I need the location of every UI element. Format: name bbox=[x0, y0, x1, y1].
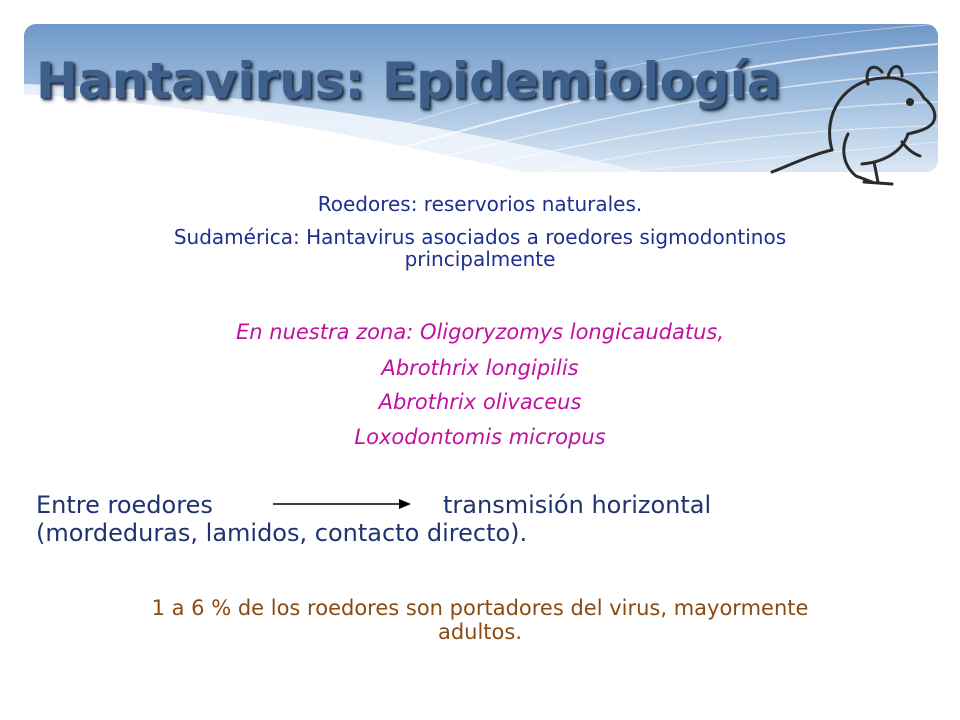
species-line-2: Abrothrix longipilis bbox=[381, 356, 579, 380]
carrier-stat-line: 1 a 6 % de los roedores son portadores del virus, mayormente bbox=[151, 596, 809, 620]
mouse-icon bbox=[752, 54, 942, 194]
species-line-1: En nuestra zona: Oligoryzomys longicaudatus, bbox=[236, 320, 724, 344]
south-america-line-cont: principalmente bbox=[404, 247, 556, 271]
slide-title: Hantavirus: Epidemiología bbox=[36, 52, 781, 110]
carrier-stat-line-cont: adultos. bbox=[437, 620, 523, 644]
species-line-3: Abrothrix olivaceus bbox=[378, 390, 582, 414]
transmission-detail: (mordeduras, lamidos, contacto directo). bbox=[36, 519, 528, 547]
transmission-label: Entre roedores bbox=[36, 491, 213, 519]
species-line-4: Loxodontomis micropus bbox=[354, 425, 606, 449]
arrow-right-icon bbox=[273, 497, 413, 511]
reservoir-line: Roedores: reservorios naturales. bbox=[317, 192, 643, 216]
south-america-line: Sudamérica: Hantavirus asociados a roedores sigmodontinos bbox=[173, 225, 787, 249]
transmission-type: transmisión horizontal bbox=[443, 491, 712, 519]
